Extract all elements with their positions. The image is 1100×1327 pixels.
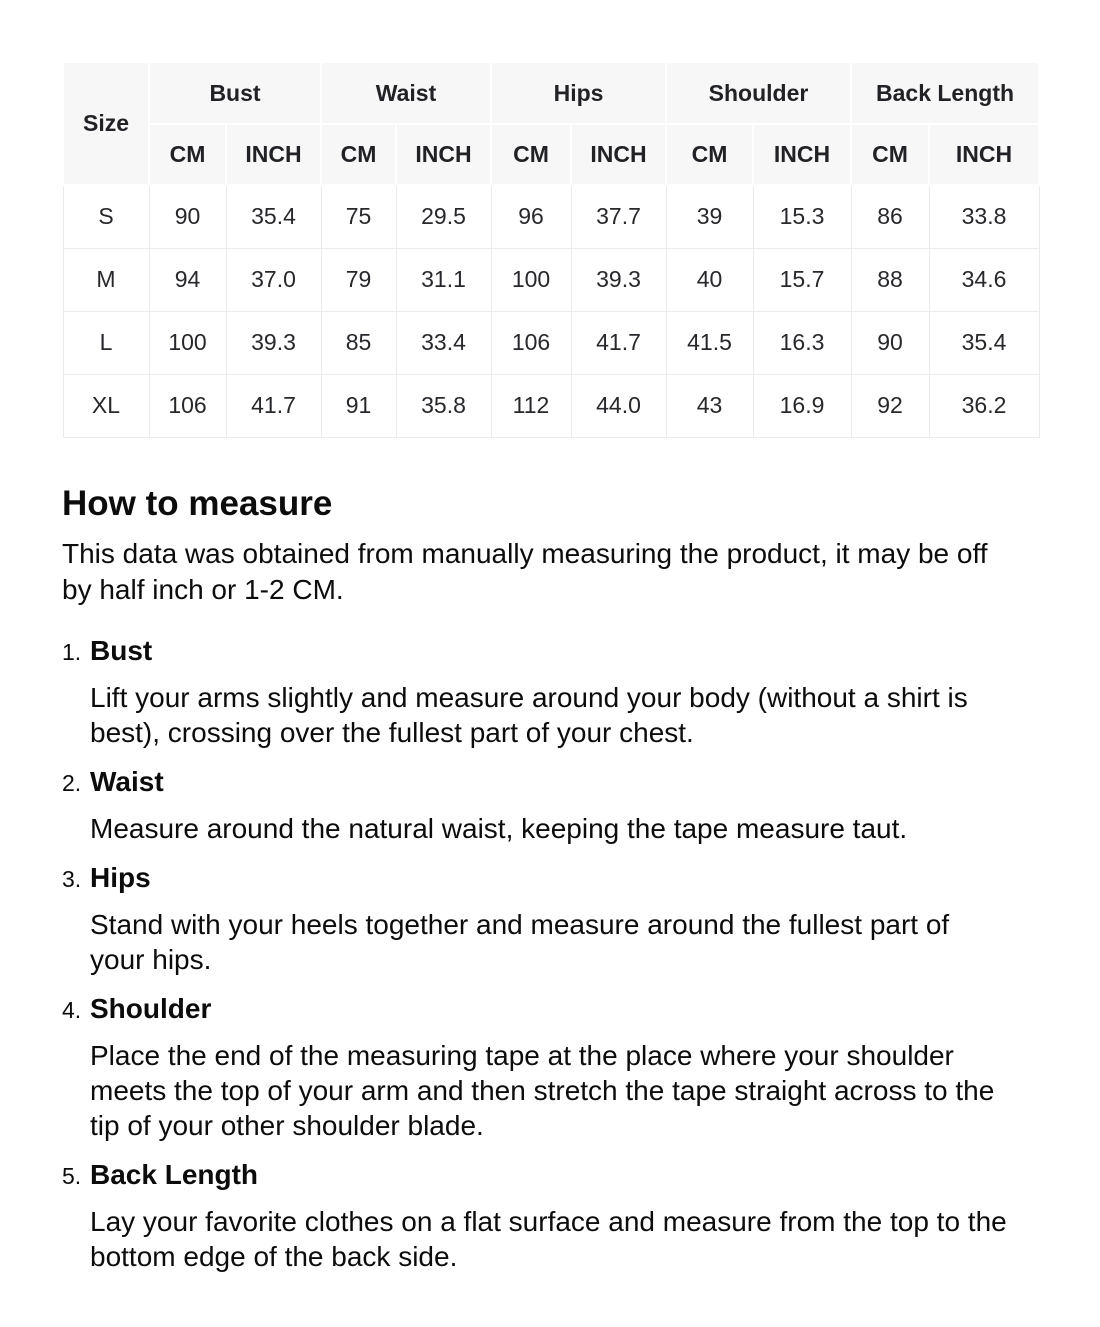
measurement-value-cell: 100 [491,248,571,311]
step-header [62,763,1038,802]
measure-step [62,763,1038,846]
measurement-value-cell: 33.4 [396,311,491,374]
measurement-value-cell: 85 [321,311,396,374]
unit-header: CM [149,124,226,185]
measure-intro-text: This data was obtained from manually measuring the product, it may be off by half inch or 1-2 CM. [62,537,988,605]
measurement-value-cell: 41.7 [226,374,321,437]
step-number: 3. [62,865,82,892]
measurement-value-cell: 34.6 [929,248,1039,311]
measurement-value-cell: 35.8 [396,374,491,437]
measurement-value-cell: 41.7 [571,311,666,374]
unit-header: CM [666,124,753,185]
measurement-value-cell: 15.3 [753,185,851,248]
measurement-value-cell: 88 [851,248,929,311]
measurement-value-cell: 94 [149,248,226,311]
measurement-value-cell: 37.0 [226,248,321,311]
step-number: 2. [62,769,82,796]
measurement-value-cell: 90 [149,185,226,248]
step-number: 5. [62,1162,82,1189]
unit-header: INCH [396,124,491,185]
step-title: Shoulder [90,992,212,1024]
step-number: 4. [62,996,82,1023]
measurement-value-cell: 90 [851,311,929,374]
measurement-group-header: Shoulder [666,62,851,124]
measure-step [62,1156,1038,1274]
step-header [62,990,1038,1029]
unit-header: INCH [571,124,666,185]
size-cell: S [63,185,149,248]
step-header [62,859,1038,898]
measurement-value-cell: 96 [491,185,571,248]
measurement-value-cell: 41.5 [666,311,753,374]
unit-header: INCH [226,124,321,185]
table-row [63,248,1039,311]
table-group-header-row [63,62,1039,124]
measurement-group-header: Hips [491,62,666,124]
measurement-value-cell: 75 [321,185,396,248]
size-cell: XL [63,374,149,437]
measurement-value-cell: 44.0 [571,374,666,437]
measure-step [62,859,1038,977]
measurement-value-cell: 16.9 [753,374,851,437]
measurement-value-cell: 40 [666,248,753,311]
measurement-value-cell: 86 [851,185,929,248]
table-row [63,311,1039,374]
measurement-value-cell: 35.4 [226,185,321,248]
measurement-value-cell: 106 [149,374,226,437]
measurement-value-cell: 29.5 [396,185,491,248]
measure-step [62,632,1038,750]
step-description: Stand with your heels together and measure around the fullest part of your hips. [90,908,950,975]
measure-steps-list [62,632,1038,1274]
measurement-value-cell: 100 [149,311,226,374]
step-number: 1. [62,638,82,665]
step-description: Lift your arms slightly and measure around your body (without a shirt is best), crossing over the fullest part of your chest. [90,681,968,748]
measurement-value-cell: 112 [491,374,571,437]
measurement-value-cell: 106 [491,311,571,374]
step-header [62,1156,1038,1195]
measurement-value-cell: 92 [851,374,929,437]
unit-header: CM [321,124,396,185]
measure-step [62,990,1038,1143]
table-row [63,185,1039,248]
measurement-value-cell: 39.3 [571,248,666,311]
step-title: Waist [90,765,164,797]
how-to-measure-title: How to measure [62,483,333,523]
size-cell: M [63,248,149,311]
unit-header: CM [851,124,929,185]
measurement-value-cell: 16.3 [753,311,851,374]
measurement-value-cell: 33.8 [929,185,1039,248]
step-title: Hips [90,861,151,893]
measurement-value-cell: 15.7 [753,248,851,311]
measurement-value-cell: 36.2 [929,374,1039,437]
table-row [63,374,1039,437]
step-description: Place the end of the measuring tape at the place where your shoulder meets the top of your arm and then stretch the tape straight across to the tip of your other shoulder blade. [90,1039,995,1141]
size-table [62,61,1040,438]
measurement-value-cell: 35.4 [929,311,1039,374]
measurement-value-cell: 39 [666,185,753,248]
step-title: Back Length [90,1158,259,1190]
measurement-value-cell: 79 [321,248,396,311]
step-description: Lay your favorite clothes on a flat surface and measure from the top to the bottom edge of the back side. [90,1205,1007,1272]
measurement-value-cell: 37.7 [571,185,666,248]
measurement-group-header: Bust [149,62,321,124]
unit-header: CM [491,124,571,185]
measurement-value-cell: 91 [321,374,396,437]
unit-header: INCH [753,124,851,185]
size-column-header: Size [63,62,149,185]
measurement-value-cell: 31.1 [396,248,491,311]
size-table-body [63,185,1039,437]
size-cell: L [63,311,149,374]
unit-header: INCH [929,124,1039,185]
step-header [62,632,1038,671]
step-description: Measure around the natural waist, keeping the tape measure taut. [90,812,908,844]
measurement-value-cell: 39.3 [226,311,321,374]
measurement-value-cell: 43 [666,374,753,437]
measurement-group-header: Waist [321,62,491,124]
table-unit-header-row [63,124,1039,185]
measurement-group-header: Back Length [851,62,1039,124]
step-title: Bust [90,634,153,666]
